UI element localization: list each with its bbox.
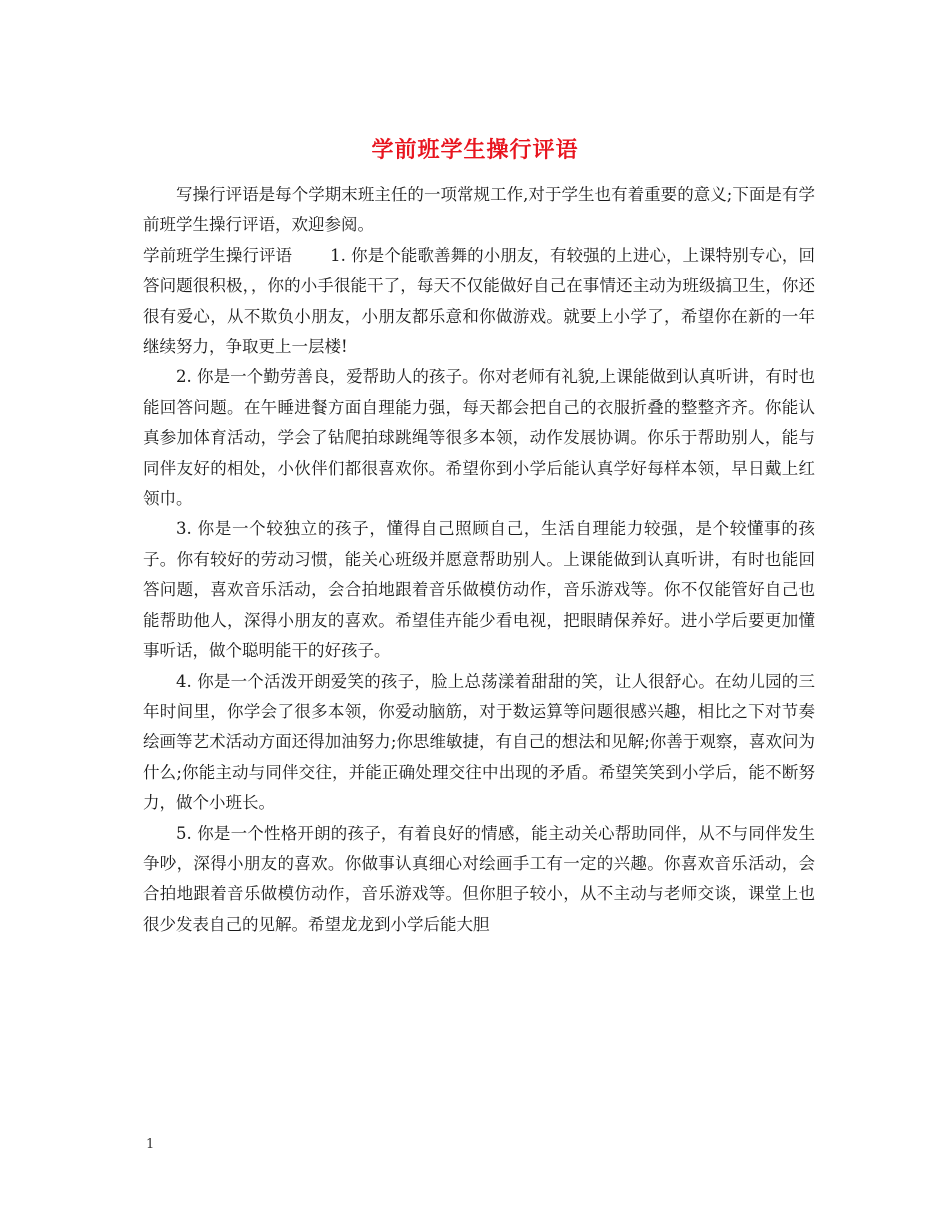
comment-paragraph-2: 2. 你是一个勤劳善良，爱帮助人的孩子。你对老师有礼貌,上课能做到认真听讲，有时也能回答问题。在午睡进餐方面自理能力强，每天都会把自己的衣服折叠的整整齐齐。你能认真参加体育活动，学会了钻爬拍球跳绳等很多本领，动作发展协调。你乐于帮助别人，能与同伴友好的相处，小伙伴们都很喜欢你。希望你到小学后能认真学好每样本领，早日戴上红领巾。 <box>143 367 815 509</box>
page-number: 1 <box>146 1137 155 1152</box>
comment-paragraph-4: 4. 你是一个活泼开朗爱笑的孩子，脸上总荡漾着甜甜的笑，让人很舒心。在幼儿园的三年时间里，你学会了很多本领，你爱动脑筋，对于数运算等问题很感兴趣，相比之下对节奏绘画等艺术活动方面还得加油努力;你思维敏捷，有自己的想法和见解;你善于观察，喜欢问为什么;你能主动与同伴交往，并能正确处理交往中出现的矛盾。希望笑笑到小学后，能不断努力，做个小班长。 <box>143 671 815 813</box>
comment-paragraph-1 <box>143 241 815 363</box>
section-label: 学前班学生操行评语 <box>143 245 293 265</box>
document-body <box>143 180 815 940</box>
comment-paragraph-5: 5. 你是一个性格开朗的孩子，有着良好的情感，能主动关心帮助同伴，从不与同伴发生争吵，深得小朋友的喜欢。你做事认真细心对绘画手工有一定的兴趣。你喜欢音乐活动，会合拍地跟着音乐做模仿动作，音乐游戏等。但你胆子较小，从不主动与老师交谈，课堂上也很少发表自己的见解。希望龙龙到小学后能大胆 <box>143 823 815 934</box>
comment-paragraph-3: 3. 你是一个较独立的孩子，懂得自己照顾自己，生活自理能力较强，是个较懂事的孩子。你有较好的劳动习惯，能关心班级并愿意帮助别人。上课能做到认真听讲，有时也能回答问题，喜欢音乐活动，会合拍地跟着音乐做模仿动作，音乐游戏等。你不仅能管好自己也能帮助他人，深得小朋友的喜欢。希望佳卉能少看电视，把眼睛保养好。进小学后要更加懂事听话，做个聪明能干的好孩子。 <box>143 519 815 661</box>
comment-text-1: 1. 你是个能歌善舞的小朋友，有较强的上进心，上课特别专心，回答问题很积极，，你的小手很能干了，每天不仅能做好自己在事情还主动为班级搞卫生，你还很有爱心，从不欺负小朋友，小朋友都乐意和你做游戏。就要上小学了，希望你在新的一年继续努力，争取更上一层楼! <box>143 245 815 357</box>
intro-paragraph: 写操行评语是每个学期末班主任的一项常规工作,对于学生也有着重要的意义;下面是有学前班学生操行评语，欢迎参阅。 <box>143 185 815 235</box>
document-title: 学前班学生操行评语 <box>371 137 579 163</box>
